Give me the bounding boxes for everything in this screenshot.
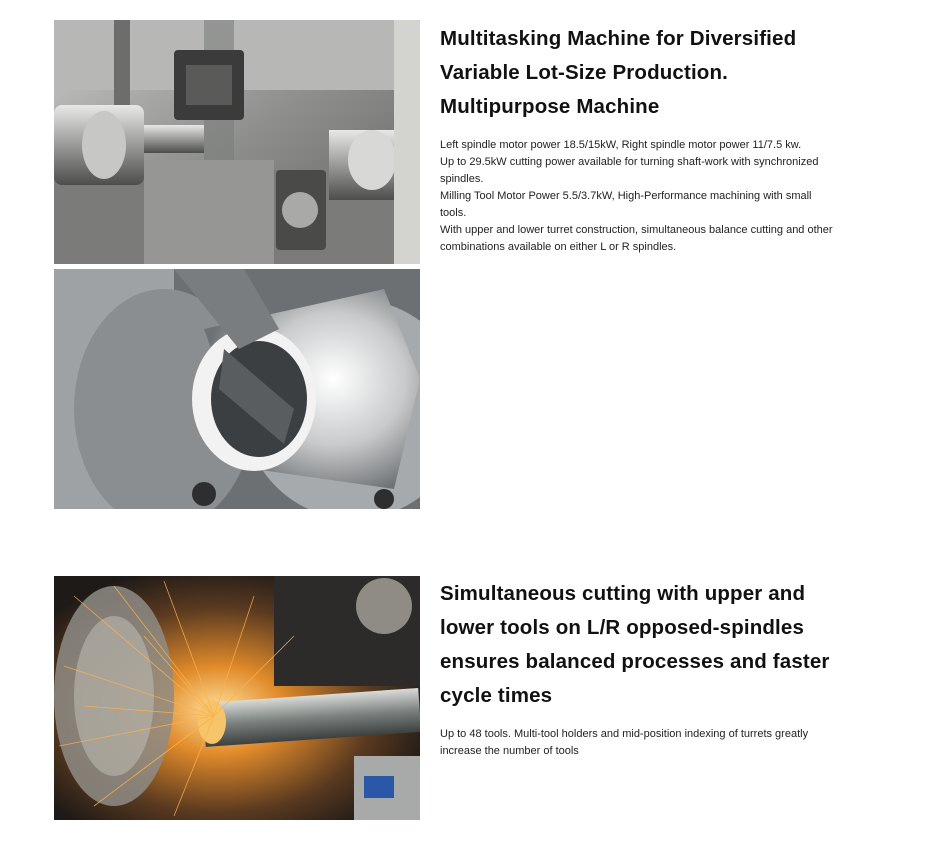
spindle-power-text: Left spindle motor power 18.5/15kW, Right spindle motor power 11/7.5 kw. (440, 139, 802, 151)
section-description (440, 137, 840, 256)
threading-tool-closeup-photo (54, 269, 420, 509)
machine-interior-photo (54, 20, 420, 264)
section-title: Simultaneous cutting with upper and lower tools on L/R opposed-spindles ensures balanced processes and faster cycle times (440, 582, 830, 707)
section-simultaneous-cutting (440, 577, 840, 760)
section-description (440, 726, 840, 760)
section-multitasking (440, 22, 840, 256)
milling-motor-text: Milling Tool Motor Power 5.5/3.7kW, High-Performance machining with small tools. (440, 190, 812, 219)
section-title: Multitasking Machine for Diversified Variable Lot-Size Production. Multipurpose Machine (440, 27, 797, 118)
tool-count-text: Up to 48 tools. Multi-tool holders and mid-position indexing of turrets greatly increase the number of tools (440, 728, 809, 757)
turret-construction-text: With upper and lower turret construction, simultaneous balance cutting and other combinations available on either L or R spindles. (440, 224, 833, 253)
cutting-sparks-photo (54, 576, 420, 820)
cutting-power-text: Up to 29.5kW cutting power available for turning shaft-work with synchronized spindles. (440, 156, 819, 185)
